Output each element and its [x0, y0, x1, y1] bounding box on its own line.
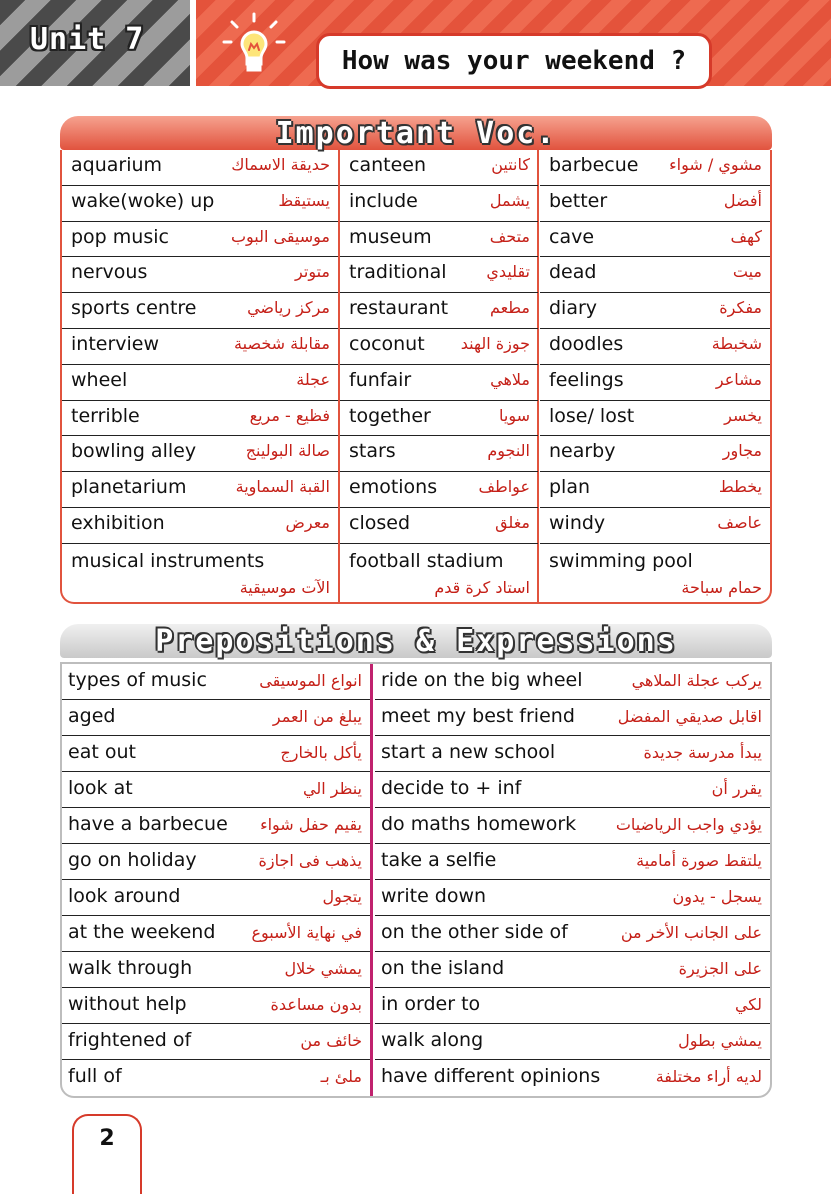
- vocab-row: [340, 257, 538, 293]
- vocab-row: [540, 329, 770, 365]
- vocab-arabic: استاد كرة قدم: [434, 577, 530, 597]
- vocab-arabic: مشوي / شواء: [669, 155, 762, 174]
- vocab-row: [62, 401, 338, 437]
- expression-arabic: على الجزيرة: [678, 959, 762, 978]
- page-number-tab: [72, 1114, 142, 1194]
- vocab-arabic: حديقة الاسماك: [231, 155, 330, 174]
- page-number: 2: [99, 1126, 115, 1151]
- vocab-arabic: صالة البولينج: [245, 441, 330, 461]
- vocab-row: [340, 436, 538, 472]
- vocab-english: barbecue: [549, 154, 639, 176]
- expression-arabic: لديه أراء مختلفة: [655, 1067, 762, 1086]
- vocab-arabic: مطعم: [489, 298, 530, 318]
- expression-english: in order to: [381, 993, 481, 1015]
- expression-row: [62, 880, 370, 916]
- expression-english: on the other side of: [381, 921, 568, 943]
- expression-english: look around: [68, 885, 181, 907]
- expression-arabic: يبدأ مدرسة جديدة: [643, 743, 762, 762]
- expression-english: eat out: [68, 741, 136, 763]
- vocab-row: [62, 222, 338, 258]
- vocab-arabic: عواطف: [478, 477, 530, 497]
- expression-row: [375, 988, 770, 1024]
- expression-arabic: يركب عجلة الملاهي: [631, 671, 762, 690]
- expression-arabic: يأكل بالخارج: [280, 743, 362, 762]
- vocab-arabic: عجلة: [296, 369, 330, 389]
- vocab-english: planetarium: [71, 476, 187, 499]
- vocab-row: [540, 436, 770, 472]
- vocab-arabic: موسيقى البوب: [230, 226, 330, 246]
- vocab-row: [62, 508, 338, 544]
- vocab-row: [340, 293, 538, 329]
- vocab-arabic: الآت موسيقية: [239, 577, 330, 597]
- vocab-row: [540, 257, 770, 293]
- vocab-row: [340, 365, 538, 401]
- vocab-english: closed: [349, 512, 410, 534]
- vocab-english: together: [349, 404, 431, 427]
- vocab-row: [62, 472, 338, 508]
- vocab-row: [62, 186, 338, 222]
- expression-row: [375, 916, 770, 952]
- vocab-arabic: شخبطة: [711, 334, 762, 353]
- vocab-arabic: ميت: [732, 262, 762, 282]
- vocab-english: plan: [549, 476, 591, 499]
- expression-row: [375, 844, 770, 880]
- prep-divider: [370, 664, 373, 1096]
- vocab-arabic: كانتين: [491, 155, 530, 174]
- vocab-english: doodles: [549, 333, 624, 355]
- vocab-english: museum: [349, 225, 432, 248]
- vocab-row: [340, 186, 538, 222]
- expression-row: [62, 1024, 370, 1060]
- vocab-english: emotions: [349, 476, 438, 499]
- vocab-arabic: سويا: [499, 405, 530, 425]
- expression-arabic: يبلغ من العمر: [272, 707, 362, 726]
- expression-english: walk through: [68, 957, 193, 979]
- expression-english: meet my best friend: [381, 705, 575, 727]
- vocab-english: musical instruments: [71, 549, 265, 572]
- expression-row: [375, 1024, 770, 1060]
- lesson-title: How was your weekend ?: [341, 46, 687, 76]
- expression-english: ride on the big wheel: [381, 669, 583, 691]
- expression-arabic: يتجول: [322, 887, 362, 906]
- vocab-row: [340, 472, 538, 508]
- vocab-arabic: متحف: [489, 226, 530, 246]
- expression-arabic: بدون مساعدة: [270, 995, 362, 1014]
- vocab-arabic: مفكرة: [719, 298, 762, 318]
- vocab-english: exhibition: [71, 512, 165, 534]
- vocab-row: [340, 329, 538, 365]
- vocab-row: [62, 293, 338, 329]
- vocab-english: wake(woke) up: [71, 189, 215, 212]
- vocab-row: [540, 544, 770, 602]
- vocab-arabic: حمام سباحة: [681, 577, 762, 597]
- expression-arabic: على الجانب الأخر من: [620, 923, 762, 942]
- vocab-row: [540, 293, 770, 329]
- vocab-arabic: يستيقظ: [278, 190, 330, 210]
- lesson-title-box: [316, 33, 712, 89]
- vocab-arabic: متوتر: [295, 262, 330, 282]
- vocab-row: [540, 150, 770, 186]
- expression-arabic: يذهب فى اجازة: [258, 851, 362, 870]
- vocab-row: [340, 508, 538, 544]
- vocab-english: canteen: [349, 154, 427, 176]
- expression-row: [62, 844, 370, 880]
- vocab-arabic: تقليدي: [486, 262, 530, 282]
- expression-arabic: لكي: [734, 995, 762, 1014]
- vocab-row: [540, 365, 770, 401]
- expression-row: [375, 1060, 770, 1096]
- voc-column-3: [540, 150, 770, 604]
- vocab-english: include: [349, 189, 418, 212]
- vocab-arabic: يخسر: [724, 405, 762, 425]
- vocab-row: [340, 222, 538, 258]
- vocab-arabic: أفضل: [723, 190, 762, 210]
- voc-heading: Important Voc.: [275, 115, 557, 151]
- expression-english: aged: [68, 705, 116, 727]
- unit-label: Unit 7: [30, 22, 145, 57]
- expression-english: at the weekend: [68, 921, 216, 943]
- vocab-english: interview: [71, 333, 160, 355]
- vocab-row: [340, 544, 538, 602]
- expression-arabic: يقيم حفل شواء: [260, 815, 362, 834]
- vocab-english: swimming pool: [549, 549, 693, 572]
- expression-arabic: يلتقط صورة أمامية: [636, 851, 762, 870]
- vocab-english: football stadium: [349, 549, 504, 572]
- expression-row: [62, 700, 370, 736]
- expression-arabic: انواع الموسيقى: [259, 671, 362, 690]
- vocab-arabic: عاصف: [717, 513, 762, 532]
- vocab-english: sports centre: [71, 297, 197, 320]
- voc-column-1: [62, 150, 338, 604]
- vocab-arabic: يشمل: [489, 190, 530, 210]
- vocab-arabic: القبة السماوية: [235, 477, 330, 497]
- expression-row: [375, 880, 770, 916]
- expression-row: [375, 700, 770, 736]
- vocab-arabic: مقابلة شخصية: [234, 334, 330, 353]
- voc-banner: [60, 116, 772, 150]
- expression-row: [375, 808, 770, 844]
- prep-column-1: [62, 664, 370, 1096]
- expression-row: [62, 664, 370, 700]
- vocab-row: [540, 186, 770, 222]
- expression-arabic: يسجل - يدون: [672, 887, 762, 906]
- vocab-english: pop music: [71, 225, 169, 248]
- expression-arabic: اقابل صديقي المفضل: [617, 707, 762, 726]
- expression-arabic: يمشي خلال: [284, 959, 362, 978]
- expression-row: [375, 736, 770, 772]
- vocab-english: cave: [549, 225, 595, 248]
- vocab-arabic: مغلق: [495, 513, 530, 532]
- expression-row: [62, 916, 370, 952]
- expression-row: [62, 952, 370, 988]
- vocab-english: better: [549, 189, 608, 212]
- expression-row: [62, 1060, 370, 1096]
- expression-english: types of music: [68, 669, 207, 691]
- expression-english: write down: [381, 885, 487, 907]
- expression-arabic: ينظر الي: [303, 779, 362, 798]
- expression-arabic: في نهاية الأسبوع: [251, 923, 362, 942]
- expression-english: have a barbecue: [68, 813, 228, 835]
- vocab-row: [540, 472, 770, 508]
- expression-english: have different opinions: [381, 1065, 601, 1087]
- vocab-arabic: جوزة الهند: [460, 334, 530, 353]
- expression-arabic: ملئ بـ: [320, 1067, 362, 1086]
- unit-header-band: [0, 0, 190, 86]
- expression-english: on the island: [381, 957, 505, 979]
- vocab-english: feelings: [549, 368, 624, 391]
- vocab-row: [540, 401, 770, 437]
- vocab-row: [62, 436, 338, 472]
- vocab-row: [540, 222, 770, 258]
- vocab-row: [62, 257, 338, 293]
- expression-row: [375, 664, 770, 700]
- vocab-row: [540, 508, 770, 544]
- expression-english: without help: [68, 993, 187, 1015]
- vocab-english: stars: [349, 440, 396, 463]
- vocab-arabic: مركز رياضي: [247, 298, 330, 318]
- expression-row: [62, 808, 370, 844]
- vocab-english: bowling alley: [71, 440, 197, 463]
- vocab-english: terrible: [71, 404, 140, 427]
- expression-english: frightened of: [68, 1029, 192, 1051]
- vocab-english: traditional: [349, 261, 447, 284]
- vocab-english: lose/ lost: [549, 404, 635, 427]
- vocab-arabic: كهف: [730, 226, 762, 246]
- vocab-row: [340, 150, 538, 186]
- vocab-arabic: يخطط: [718, 477, 762, 497]
- expression-row: [62, 736, 370, 772]
- expression-english: go on holiday: [68, 849, 197, 871]
- expression-english: decide to + inf: [381, 777, 522, 799]
- prep-banner: [60, 624, 772, 658]
- prep-heading: Prepositions & Expressions: [155, 623, 677, 659]
- vocab-row: [62, 365, 338, 401]
- expression-row: [375, 952, 770, 988]
- vocab-arabic: فظيع - مريع: [249, 405, 330, 425]
- vocab-row: [62, 150, 338, 186]
- expression-row: [62, 988, 370, 1024]
- vocab-english: coconut: [349, 333, 425, 355]
- vocab-arabic: معرض: [285, 513, 330, 532]
- expression-english: take a selfie: [381, 849, 497, 871]
- expression-english: walk along: [381, 1029, 484, 1051]
- vocab-english: diary: [549, 297, 598, 320]
- lightbulb-icon: [222, 12, 286, 76]
- vocab-row: [62, 544, 338, 602]
- prep-column-2: [375, 664, 770, 1096]
- vocab-english: dead: [549, 261, 597, 284]
- vocab-arabic: مجاور: [722, 441, 762, 461]
- vocab-english: funfair: [349, 368, 412, 391]
- vocab-row: [62, 329, 338, 365]
- vocab-english: aquarium: [71, 154, 163, 176]
- vocab-english: nearby: [549, 440, 616, 463]
- expression-english: do maths homework: [381, 813, 577, 835]
- voc-column-2: [340, 150, 538, 604]
- expression-english: start a new school: [381, 741, 556, 763]
- expression-english: full of: [68, 1065, 122, 1087]
- expression-row: [62, 772, 370, 808]
- expression-row: [375, 772, 770, 808]
- expression-arabic: خائف من: [300, 1031, 362, 1050]
- vocab-arabic: النجوم: [487, 441, 530, 461]
- vocab-english: windy: [549, 512, 606, 534]
- expression-arabic: يمشي بطول: [678, 1031, 762, 1050]
- expression-arabic: يقرر أن: [711, 779, 762, 798]
- expression-arabic: يؤدي واجب الرياضيات: [615, 815, 762, 834]
- vocab-english: restaurant: [349, 297, 449, 320]
- vocab-arabic: ملاهي: [490, 369, 530, 389]
- expression-english: look at: [68, 777, 133, 799]
- vocab-row: [340, 401, 538, 437]
- vocab-english: wheel: [71, 368, 128, 391]
- vocab-arabic: مشاعر: [715, 369, 762, 389]
- vocab-english: nervous: [71, 261, 148, 284]
